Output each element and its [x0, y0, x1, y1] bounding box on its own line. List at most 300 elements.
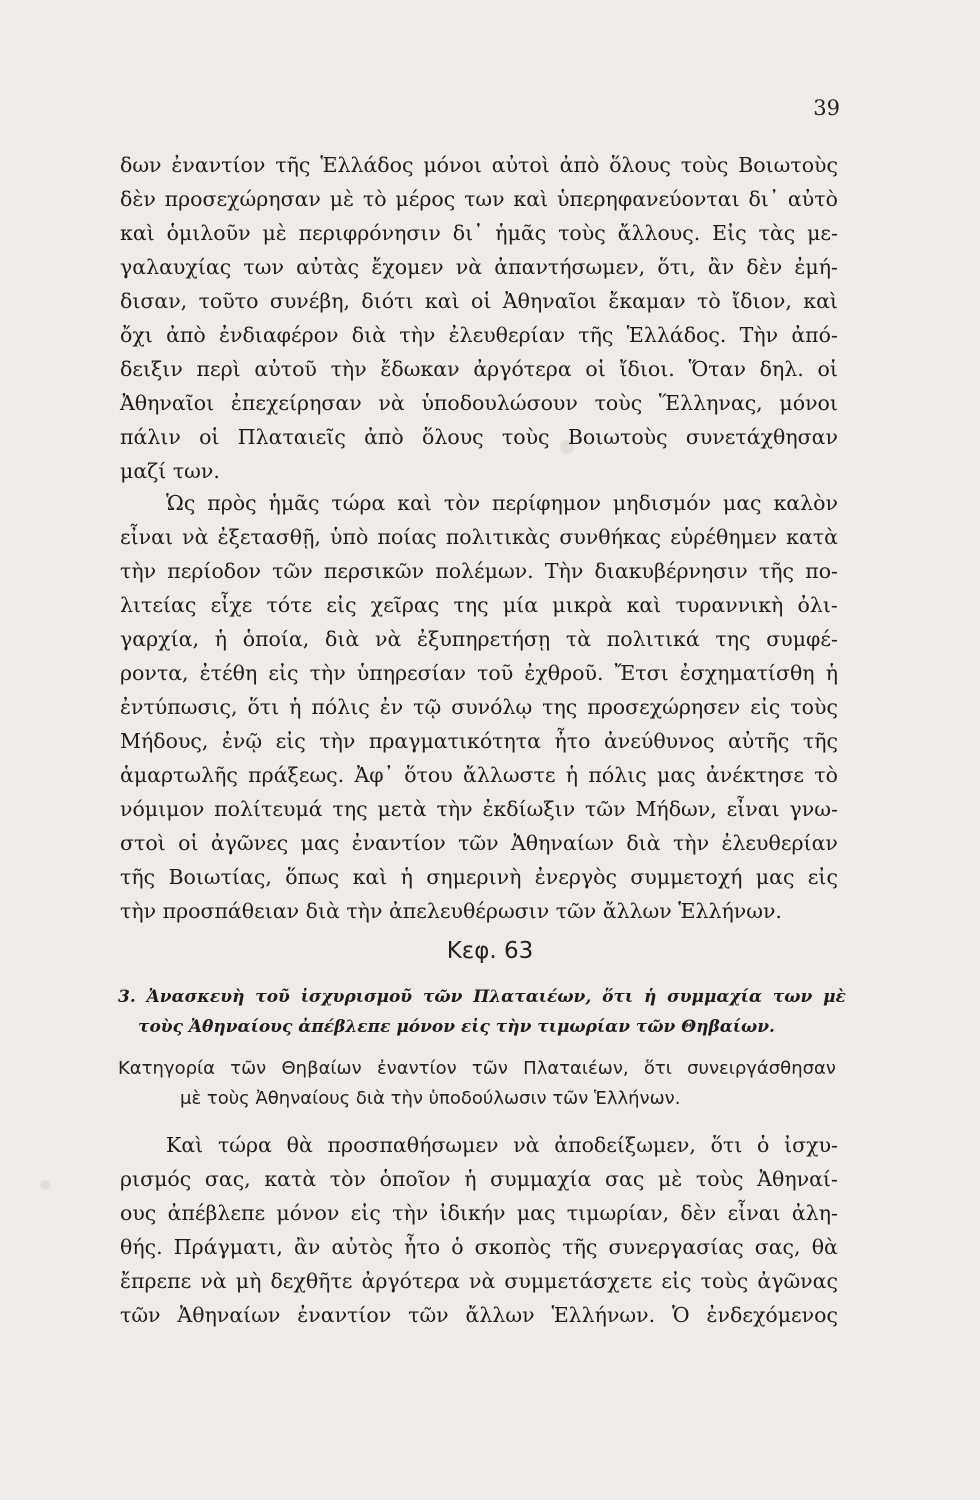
word: γαρχία, [120, 627, 199, 651]
word: μὲ [262, 221, 287, 245]
word: περιφρόνησιν [298, 221, 441, 245]
word: Τὴν [739, 323, 779, 347]
section-title-line: τοὺς Ἀθηναίους ἀπέβλεπε μόνον εἰς τὴν τιμωρίαν τῶν Θηβαίων. [138, 1017, 775, 1037]
word: Ἀθηναίων [177, 1303, 281, 1327]
word: Ἕλληνας, [658, 391, 763, 415]
word: εἶναι [727, 1201, 781, 1225]
word: τῶν [458, 831, 499, 855]
text-line [120, 250, 838, 284]
word: νὰ [375, 627, 402, 651]
word: ἔκαμαν [608, 289, 686, 313]
word: μας [657, 763, 696, 787]
word: ἡ [400, 865, 413, 889]
word: ὅτι [643, 1058, 672, 1079]
word: αὐτὰς [296, 255, 360, 279]
word: εἶναι [120, 525, 174, 549]
word: χεῖρας [370, 593, 440, 617]
text-line [120, 690, 838, 724]
word: ὑπερηφανεύονται [556, 187, 740, 211]
word: προσπαθήσωμεν [327, 1133, 499, 1157]
word: τὰς [758, 221, 796, 245]
word: πόλις [311, 695, 370, 719]
word: της [332, 797, 368, 821]
word: Τὴν [544, 559, 584, 583]
word: ἡ [565, 763, 579, 787]
word: Ὁ [672, 1303, 690, 1327]
word: συνέβη, [269, 289, 351, 313]
word: ὑπηρεσίαν [356, 661, 466, 685]
word: ἡ [464, 1167, 477, 1191]
word: ρισμός [120, 1167, 192, 1191]
text-line [120, 588, 838, 622]
word: ἀπὸ [364, 425, 404, 449]
word: πολέμων. [435, 559, 534, 583]
word: συμμαχία [490, 1167, 592, 1191]
word: Ὡς [166, 491, 196, 515]
word: ἔδωκαν [380, 357, 460, 381]
word: εἰς [268, 661, 299, 685]
word: πραγματικότητα [368, 729, 541, 753]
word: τυραννικὴ [675, 593, 784, 617]
word: ἀπὸ [166, 323, 206, 347]
word: συμμετοχή [630, 865, 743, 889]
word: τοὺς [594, 391, 643, 415]
word: τὴν [319, 729, 356, 753]
word: δι᾽ [748, 187, 780, 211]
word: ἐλευθερίαν [448, 323, 566, 347]
word: τῆς [802, 729, 838, 753]
word: συμφέ- [766, 627, 838, 651]
word: Πράγματι, [173, 1235, 283, 1259]
word: αὐτὸ [787, 187, 838, 211]
word: δεχθῆτε [270, 1269, 353, 1293]
word: ἐναντίον [351, 831, 446, 855]
paragraph-2 [120, 486, 838, 928]
word: μόνον [276, 1201, 340, 1225]
word: τῶν [120, 1303, 161, 1327]
word: καὶ [424, 289, 460, 313]
word: τώρα [217, 1133, 272, 1157]
word: Μήδους, [120, 729, 209, 753]
word: συνειργάσθησαν [687, 1058, 836, 1079]
word: τὴν [436, 797, 473, 821]
word: τοὺς [695, 1167, 744, 1191]
word: πρὸς [207, 491, 257, 515]
word: με- [807, 221, 838, 245]
word: τὴν [392, 1201, 429, 1225]
word: δειξιν [120, 357, 183, 381]
word: των [243, 255, 284, 279]
word: ἐσχηματίσθη [679, 661, 815, 685]
word: γνω- [789, 797, 838, 821]
word: μία [502, 593, 539, 617]
word: μὲ [823, 987, 846, 1007]
word: Καὶ [166, 1133, 204, 1157]
word: Ὅταν [688, 357, 746, 381]
word: τὸ [362, 187, 387, 211]
word: εἰς [807, 865, 838, 889]
text-line [120, 1230, 838, 1264]
word: τοῦτο [198, 289, 259, 313]
word: καὶ [397, 491, 432, 515]
word: Ἑλλήνων. [551, 1303, 656, 1327]
word: ἐχθροῦ. [524, 661, 604, 685]
word: τὴν [120, 559, 157, 583]
word: ποίας [377, 525, 437, 549]
word: αὐτοὶ [491, 153, 550, 177]
word: εἰς [750, 695, 781, 719]
word: νὰ [200, 1269, 227, 1293]
text-line [120, 758, 838, 792]
word: πολίτευμά [214, 797, 323, 821]
word: ὑπὸ [330, 525, 369, 549]
word: ὑποδουλώσουν [421, 391, 578, 415]
word: δὲν [120, 187, 156, 211]
word: ἁμαρτωλῆς [120, 763, 238, 787]
word: ἦτο [554, 729, 591, 753]
word: μόνοι [779, 391, 838, 415]
word: Ἀφ᾽ [354, 763, 394, 787]
text-line [120, 284, 838, 318]
word: Πλαταιέων, [523, 1058, 629, 1079]
word: αὐτοῦ [254, 357, 317, 381]
word: διότι [361, 289, 414, 313]
text-line [120, 622, 838, 656]
word: ἐκδίωξιν [482, 797, 576, 821]
word: ὅτι, [657, 255, 696, 279]
word: ὅτι [710, 1133, 743, 1157]
word: τοῦ [255, 987, 290, 1007]
word: νὰ [182, 525, 209, 549]
word: ἀπαντήσωμεν, [494, 255, 646, 279]
text-line [120, 1264, 838, 1298]
word: πάλιν [120, 425, 181, 449]
word: ὁ [451, 1235, 464, 1259]
text-line: τὴν προσπάθειαν διὰ τὴν ἀπελευθέρωσιν τῶν ἄλλων Ἑλλήνων. [120, 899, 782, 923]
word: τὸ [697, 289, 721, 313]
word: τοὺς [558, 221, 606, 245]
word: Ἑλλάδος. [626, 323, 727, 347]
word: καὶ [352, 865, 388, 889]
word: ὅτου [404, 763, 453, 787]
word: Ἔτσι [614, 661, 669, 685]
text-line [120, 148, 838, 182]
word: τοῦ [477, 661, 514, 685]
word: πολιτικὰς [445, 525, 551, 549]
word: συνθήκας [559, 525, 662, 549]
text-line [120, 860, 838, 894]
word: τῶν [585, 797, 626, 821]
word: Ἀθηναίων [510, 831, 614, 855]
text-line [120, 520, 838, 554]
word: τῆς [562, 1235, 598, 1259]
chapter-heading: Κεφ. 63 [446, 938, 534, 964]
word: ἀπὸ [559, 153, 600, 177]
word: ἐν [379, 695, 404, 719]
word: ὄχι [120, 323, 153, 347]
word: καὶ [513, 187, 549, 211]
word: συμμαχία [667, 987, 762, 1007]
text-line [120, 486, 838, 520]
text-line [120, 352, 838, 386]
word: ὅτι [602, 987, 634, 1007]
word: ἐτέθη [199, 661, 258, 685]
word: περσικῶν [323, 559, 425, 583]
word: τότε [266, 593, 313, 617]
word: τὸν [443, 491, 481, 515]
word: πολιτικά [606, 627, 700, 651]
summary-line: μὲ τοὺς Ἀθηναίους διὰ τὴν ὑποδούλωσιν τῶν Ἑλλήνων. [180, 1088, 681, 1109]
text-line [120, 724, 838, 758]
text-line [120, 318, 838, 352]
word: ἦτο [404, 1235, 441, 1259]
word: ἀργότερα [473, 357, 572, 381]
text-line [120, 1128, 838, 1162]
word: τὴν [330, 357, 367, 381]
word: μας [755, 865, 795, 889]
word: τοὺς [501, 425, 550, 449]
section-title-line [118, 982, 846, 1012]
text-line [120, 1298, 838, 1332]
word: κατὰ [264, 1167, 317, 1191]
word: ὁ [757, 1133, 770, 1157]
word: ἴδιοι. [619, 357, 675, 381]
word: πόλις [588, 763, 647, 787]
text-line [120, 826, 838, 860]
word: τὴν [309, 661, 346, 685]
text-line [120, 182, 838, 216]
word: ἂν [294, 1235, 321, 1259]
word: μετὰ [377, 797, 427, 821]
word: πράξεως. [248, 763, 345, 787]
word: Βοιωτοὺς [738, 153, 838, 177]
word: περίοδον [167, 559, 261, 583]
word: οἱ [817, 357, 838, 381]
word: Πλαταιεῖς [237, 425, 346, 449]
word: δισαν, [120, 289, 188, 313]
word: ἀργότερα [361, 1269, 460, 1293]
word: νὰ [455, 255, 483, 279]
word: ροντα, [120, 661, 189, 685]
word: ἔπρεπε [120, 1269, 192, 1293]
word: σας [605, 1167, 645, 1191]
word: Κατηγορία [118, 1058, 215, 1079]
word: ἐξετασθῇ, [217, 525, 321, 549]
word: συμμετάσχετε [504, 1269, 653, 1293]
word: μας [300, 831, 340, 855]
word: ὅπως [285, 865, 340, 889]
word: Μήδων, [635, 797, 717, 821]
word: οἱ [585, 357, 606, 381]
word: ὁμιλοῦν [166, 221, 251, 245]
word: ἄλλων [465, 1303, 535, 1327]
paragraph-1 [120, 148, 838, 488]
word: εἶχε [210, 593, 253, 617]
word: τὴν [672, 831, 710, 855]
word: κατὰ [786, 525, 838, 549]
word: καὶ [120, 221, 155, 245]
section-title [118, 982, 846, 1042]
word: οἱ [199, 425, 220, 449]
word: σκοπὸς [474, 1235, 552, 1259]
word: ἡμᾶς [495, 221, 547, 245]
word: λιτείας [120, 593, 197, 617]
word: ἐνεργὸς [534, 865, 617, 889]
word: εἶναι [726, 797, 780, 821]
word: ἐναντίον [297, 1303, 392, 1327]
word: νὰ [513, 1133, 540, 1157]
word: αὐτὸς [331, 1235, 393, 1259]
word: ἐλευθερίαν [721, 831, 838, 855]
word: ἄλλωστε [462, 763, 556, 787]
word: μὴ [235, 1269, 262, 1293]
text-line [120, 554, 838, 588]
word: Βοιωτοὺς [567, 425, 668, 449]
word: τῆς [758, 559, 795, 583]
word: ἄλλους. [617, 221, 701, 245]
word: της [715, 627, 751, 651]
word: ἡ [825, 661, 838, 685]
text-line [120, 1162, 838, 1196]
word: θὰ [811, 1235, 838, 1259]
word: ἰσχυ- [784, 1133, 838, 1157]
word: ἐνδιαφέρον [218, 323, 339, 347]
word: τῶν [471, 1058, 508, 1079]
word: τῆς [120, 865, 156, 889]
word: γαλαυχίας [120, 255, 232, 279]
word: νὰ [378, 391, 405, 415]
word: Ἀνασκευὴ [146, 987, 245, 1007]
word: μηδισμόν [612, 491, 711, 515]
word: μὲ [657, 1167, 683, 1191]
word: ἐντύπωσις, [120, 695, 238, 719]
word: ἐνδεχόμενος [706, 1303, 838, 1327]
word: μας [516, 1201, 556, 1225]
word: καὶ [626, 593, 662, 617]
text-line [120, 656, 838, 690]
word: διακυβέρνησιν [594, 559, 748, 583]
word: ἐνῷ [221, 729, 263, 753]
word: δι᾽ [452, 221, 484, 245]
word: μικρὰ [552, 593, 613, 617]
word: τιμωρίαν, [566, 1201, 670, 1225]
word: ὁποῖον [379, 1167, 451, 1191]
word: σας, [754, 1235, 801, 1259]
word: Θηβαίων [281, 1058, 362, 1079]
word: τῶν [422, 987, 463, 1007]
word: τῶν [272, 559, 313, 583]
word: ὅλους [609, 153, 671, 177]
word: ἀνεύθυνος [603, 729, 715, 753]
word: μὲ [329, 187, 355, 211]
word: ους [120, 1201, 157, 1225]
word: ἐπεχείρησαν [230, 391, 362, 415]
word: ἔχομεν [371, 255, 444, 279]
word: Εἰς [712, 221, 747, 245]
word: συνεργασίας [608, 1235, 744, 1259]
word: ἡμᾶς [268, 491, 320, 515]
text-line [120, 1196, 838, 1230]
word: καὶ [803, 289, 838, 313]
word: τὰ [565, 627, 592, 651]
word: 3. [118, 987, 136, 1007]
word: σας, [204, 1167, 251, 1191]
word: Βοιωτίας, [168, 865, 272, 889]
word: ἰσχυρισμοῦ [300, 987, 413, 1007]
word: Ἀθηναῖοι [120, 391, 215, 415]
word: ὀλι- [797, 593, 838, 617]
word: ἐμή- [794, 255, 838, 279]
word: ἴδιον, [732, 289, 792, 313]
word: προσεχώρησεν [587, 695, 741, 719]
word: μόνοι [423, 153, 482, 177]
word: θής. [120, 1235, 163, 1259]
text-line [120, 386, 838, 420]
paragraph-3 [120, 1128, 838, 1332]
word: τὸ [814, 763, 838, 787]
text-line: μαζί των. [120, 459, 220, 483]
word: ἀλη- [791, 1201, 838, 1225]
text-line [120, 792, 838, 826]
word: νὰ [468, 1269, 496, 1293]
word: τοὺς [700, 1269, 749, 1293]
word: θὰ [286, 1133, 313, 1157]
word: τῶν [408, 1303, 449, 1327]
word: οἱ [178, 831, 199, 855]
word: ἰδικήν [439, 1201, 506, 1225]
word: τοὺς [790, 695, 838, 719]
word: ἀπέβλεπε [167, 1201, 266, 1225]
word: καλὸν [773, 491, 838, 515]
word: ὅτι [247, 695, 280, 719]
page-number: 39 [813, 96, 840, 120]
word: ἐναντίον [171, 153, 266, 177]
word: μέρος [395, 187, 456, 211]
word: μας [722, 491, 762, 515]
section-summary [118, 1054, 836, 1114]
word: Ἀθηναί- [757, 1167, 838, 1191]
word: ἀνέκτησε [705, 763, 804, 787]
word: ἀποδείξωμεν, [554, 1133, 696, 1157]
word: ἡ [289, 695, 302, 719]
word: πο- [805, 559, 838, 583]
word: Ἑλλάδος [320, 153, 414, 177]
word: ὁποία, [242, 627, 310, 651]
word: ἀγῶνας [757, 1269, 838, 1293]
word: στοὶ [120, 831, 166, 855]
word: τῷ [413, 695, 442, 719]
word: νόμιμον [120, 797, 205, 821]
word: ἀγῶνες [210, 831, 289, 855]
word: τώρα [331, 491, 386, 515]
word: των [772, 987, 813, 1007]
word: εἰς [661, 1269, 692, 1293]
word: της [453, 593, 489, 617]
paper-spot [40, 1180, 50, 1190]
summary-line [118, 1054, 836, 1084]
word: οἱ [471, 289, 492, 313]
word: ὅλους [422, 425, 484, 449]
word: ἐξυπηρετήσῃ [417, 627, 551, 651]
word: δὲν [680, 1201, 717, 1225]
word: ἀπό- [791, 323, 838, 347]
word: εἰς [275, 729, 306, 753]
word: περὶ [196, 357, 241, 381]
word: δηλ. [759, 357, 804, 381]
word: τοὺς [680, 153, 729, 177]
word: ἡ [643, 987, 657, 1007]
word: τῆς [578, 323, 614, 347]
